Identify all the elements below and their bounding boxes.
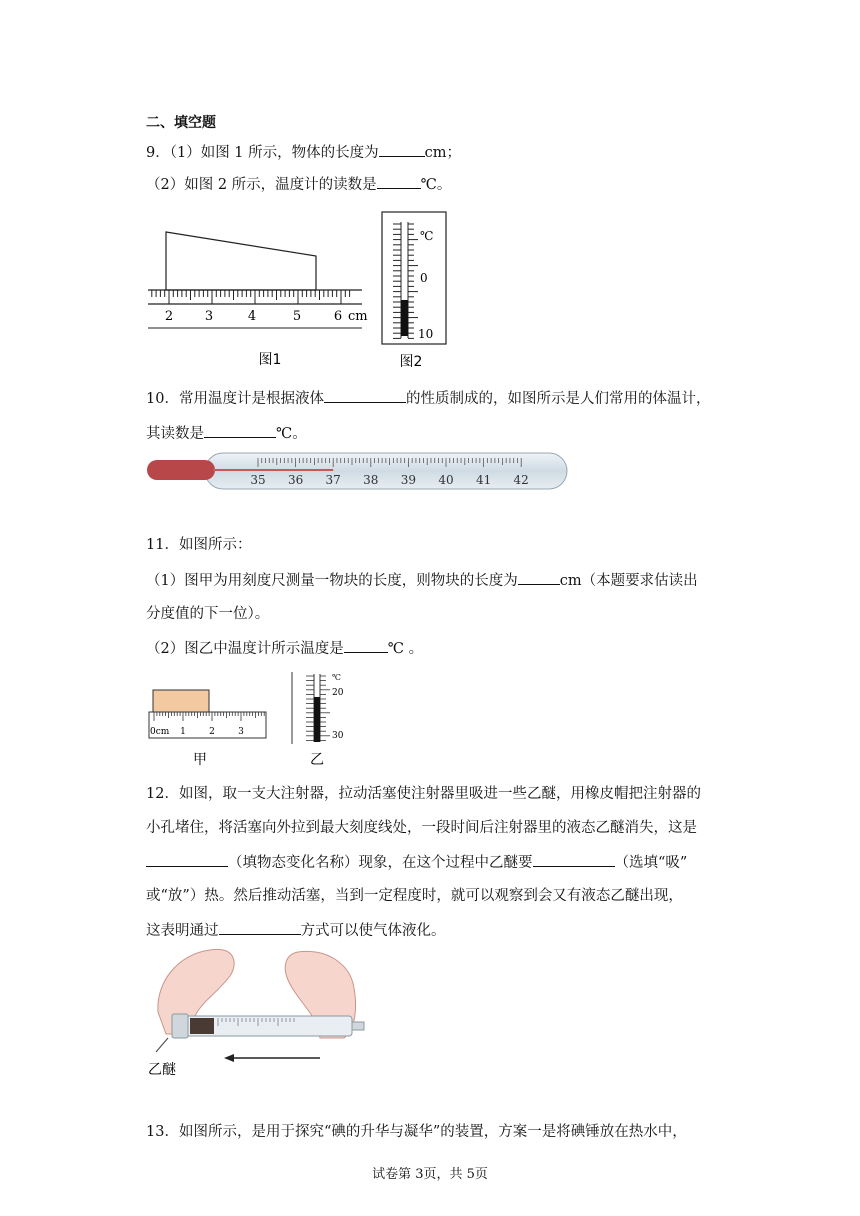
q12-blank-3: [219, 920, 301, 935]
q10-blank-1: [324, 388, 406, 403]
q10-tick-label: 37: [325, 473, 341, 487]
syringe-plunger-tip: [190, 1018, 214, 1034]
q9-part2: （2）如图 2 所示，温度计的读数是 ℃。: [146, 174, 451, 195]
q12-syringe-illustration: [148, 942, 368, 1082]
fig1-label-3: 3: [204, 309, 214, 324]
fig1-label-4: 4: [247, 309, 257, 324]
fig-jia-label-1: 1: [180, 727, 186, 737]
q10-tick-label: 40: [438, 473, 454, 487]
fig1-caption: 图1: [258, 352, 282, 368]
fig1-ticks: [152, 290, 350, 304]
fig2-thermometer: [380, 210, 450, 370]
fig2-caption: 图2: [399, 354, 423, 370]
rubber-cap: [172, 1014, 188, 1038]
q9-blank-2: [377, 174, 421, 189]
q10-line1: 10．常用温度计是根据液体 的性质制成的，如图所示是人们常用的体温计，: [146, 388, 710, 409]
page-footer: 试卷第 3页，共 5页: [372, 1167, 488, 1182]
q9-blank-1: [379, 142, 425, 157]
q12-blank-1: [146, 852, 228, 867]
arrow-head: [224, 1054, 234, 1062]
fig1-unit: cm: [348, 309, 368, 324]
q12-line1: 12．如图，取一支大注射器，拉动活塞使注射器里吸进一些乙醚，用橡皮帽把注射器的: [146, 786, 701, 802]
fig-yi-caption: 乙: [310, 752, 324, 768]
q12-line3: （填物态变化名称）现象，在这个过程中乙醚要 （选填“吸”: [146, 852, 687, 873]
fig-jia-block: [153, 690, 209, 712]
fig-yi-liquid-column: [314, 697, 320, 742]
fig-yi-thermometer: [288, 670, 358, 770]
q10-blank-2: [204, 423, 276, 438]
q12-blank-2: [533, 852, 615, 867]
q12-line5: 这表明通过 方式可以使气体液化。: [146, 920, 446, 941]
fig-yi-unit: ℃: [332, 673, 341, 682]
q10-tick-label: 41: [475, 473, 492, 487]
q10-tick-label: 35: [250, 473, 266, 487]
fig-yi-label-20: 20: [332, 688, 344, 698]
q10-clinical-thermometer: [145, 450, 570, 495]
section-title: 二、填空题: [146, 115, 216, 131]
fig-jia-label-0: 0cm: [150, 727, 170, 737]
q10-bulb: [147, 460, 215, 480]
q12-line4: 或“放”）热。然后推动活塞，当到一定程度时，就可以观察到会又有液态乙醚出现，: [146, 888, 683, 904]
q13-line1: 13．如图所示，是用于探究“碘的升华与凝华”的装置，方案一是将碘锤放在热水中，: [146, 1124, 687, 1140]
plunger-end: [352, 1022, 364, 1030]
fig1-label-2: 2: [164, 309, 174, 324]
q10-line2: 其读数是 ℃。: [146, 423, 307, 444]
fig-jia-ruler: [145, 688, 270, 770]
fig2-label-10: 10: [418, 327, 434, 341]
q11-blank-2: [344, 638, 388, 653]
q10-tick-label: 38: [363, 473, 379, 487]
q10-tick-label: 42: [513, 473, 529, 487]
q12-line2: 小孔堵住，将活塞向外拉到最大刻度线处，一段时间后注射器里的液态乙醚消失，这是: [146, 820, 697, 836]
fig-jia-caption: 甲: [193, 752, 207, 768]
fig-jia-label-3: 3: [238, 727, 244, 737]
q11-part1: （1）图甲为用刻度尺测量一物块的长度，则物块的长度为 cm（本题要求估读出: [146, 570, 698, 591]
fig1-label-5: 5: [292, 309, 302, 324]
fig1-ruler: [140, 218, 372, 368]
fig1-object: [166, 232, 316, 290]
q9-part1: 9．（1）如图 1 所示，物体的长度为 cm；: [146, 142, 461, 163]
fig2-liquid-column: [401, 300, 408, 336]
fig1-label-6: 6: [333, 309, 343, 324]
q11-part1-line2: 分度值的下一位）。: [146, 606, 270, 622]
q10-tick-label: 36: [287, 473, 304, 487]
fig2-unit: ℃: [420, 229, 434, 243]
q11-part2: （2）图乙中温度计所示温度是 ℃ 。: [146, 638, 423, 659]
q11-intro: 11．如图所示：: [146, 537, 252, 553]
q11-blank-1: [518, 570, 560, 585]
ether-label: 乙醚: [148, 1062, 176, 1078]
fig-jia-label-2: 2: [209, 727, 215, 737]
fig2-label-0: 0: [420, 271, 428, 285]
q10-tick-label: 39: [400, 473, 417, 487]
fig-yi-label-30: 30: [332, 731, 344, 741]
